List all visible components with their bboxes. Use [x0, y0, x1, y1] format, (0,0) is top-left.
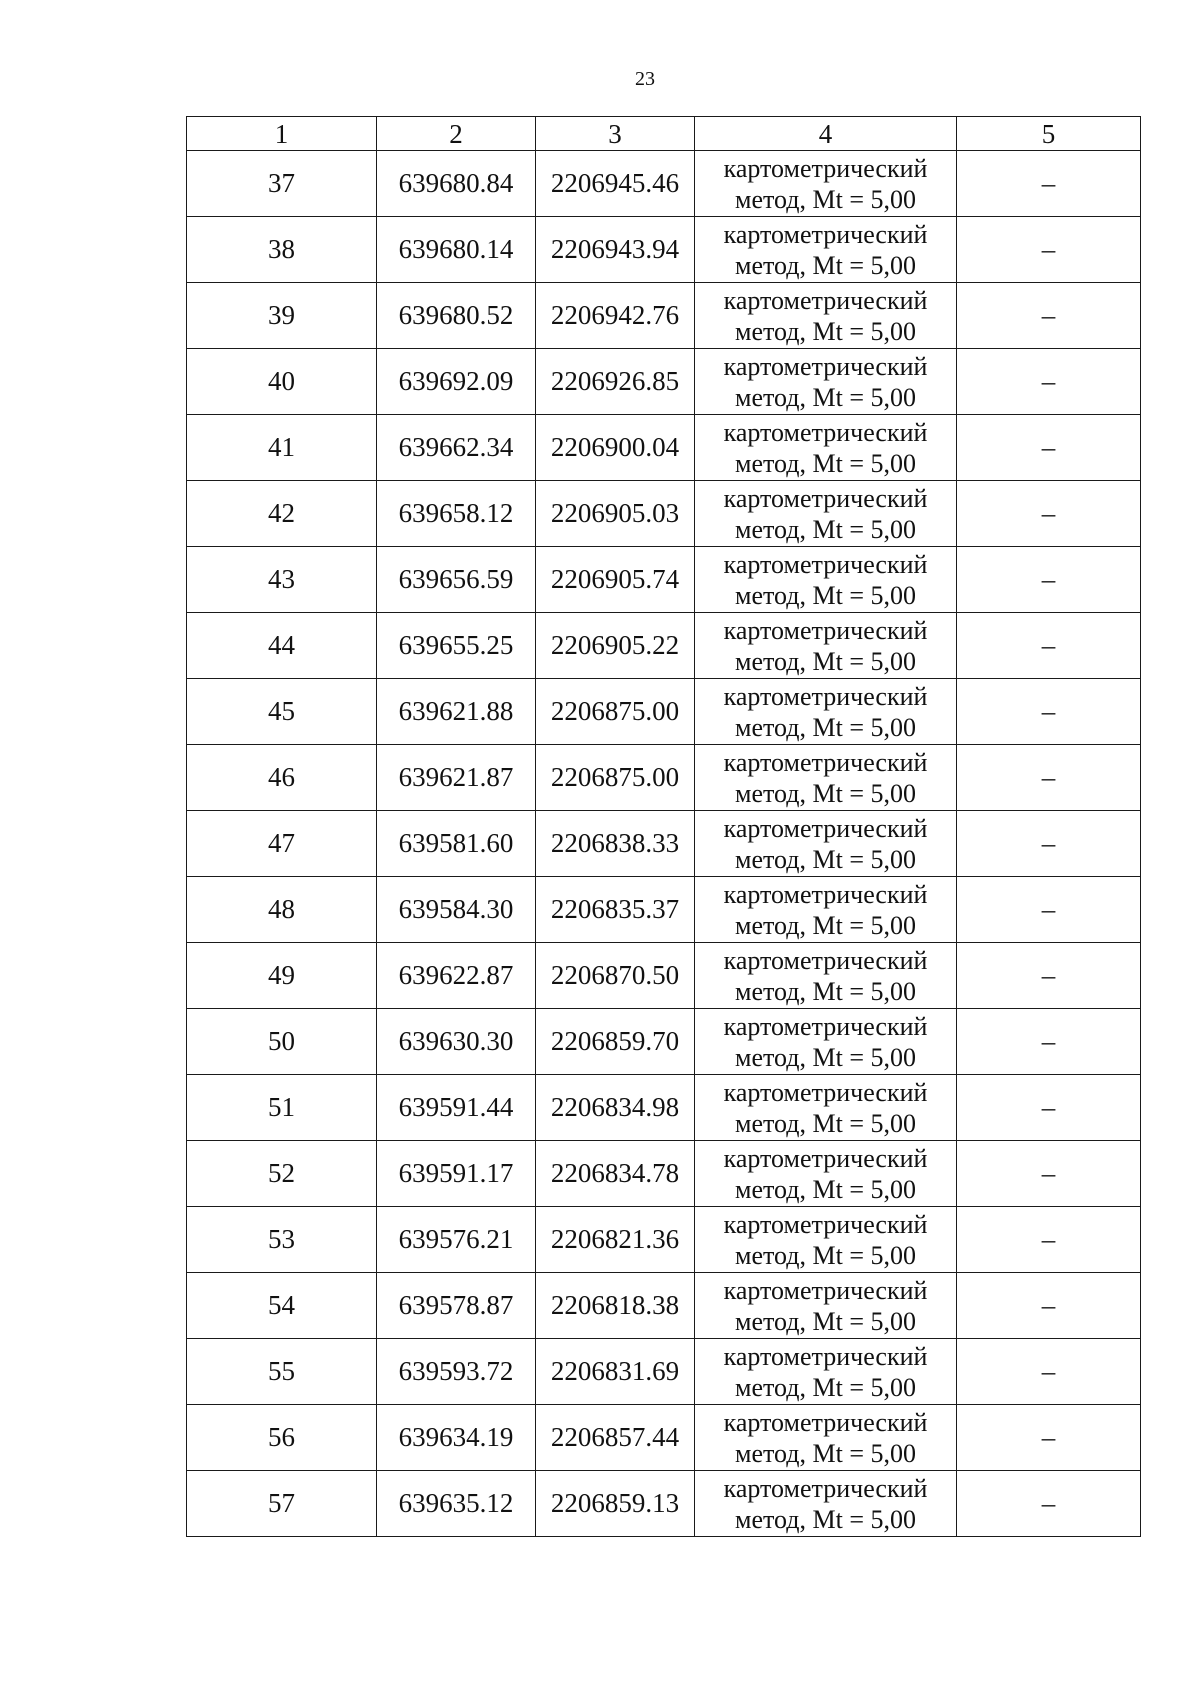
- point-number-cell: 48: [187, 877, 377, 943]
- header-cell-2: 2: [377, 117, 536, 151]
- method-line-1: картометрический: [723, 417, 928, 447]
- table-row: [187, 217, 1141, 283]
- y-coordinate-cell: 2206875.00: [536, 679, 695, 745]
- method-line-2: метод, Mt = 5,00: [735, 1174, 916, 1204]
- x-coordinate-cell: 639578.87: [377, 1273, 536, 1339]
- method-cell: [695, 1471, 957, 1537]
- table-row: [187, 811, 1141, 877]
- method-line-1: картометрический: [723, 1143, 928, 1173]
- method-line-1: картометрический: [723, 1077, 928, 1107]
- method-line-2: метод, Mt = 5,00: [735, 646, 916, 676]
- method-line-1: картометрический: [723, 351, 928, 381]
- x-coordinate-cell: 639680.52: [377, 283, 536, 349]
- note-cell: –: [957, 151, 1141, 217]
- method-cell: [695, 745, 957, 811]
- point-number-cell: 52: [187, 1141, 377, 1207]
- note-cell: –: [957, 1339, 1141, 1405]
- method-line-1: картометрический: [723, 153, 928, 183]
- table-row: [187, 547, 1141, 613]
- method-line-1: картометрический: [723, 879, 928, 909]
- method-line-1: картометрический: [723, 1011, 928, 1041]
- point-number-cell: 51: [187, 1075, 377, 1141]
- table-row: [187, 679, 1141, 745]
- method-cell: [695, 349, 957, 415]
- point-number-cell: 41: [187, 415, 377, 481]
- table-row: [187, 151, 1141, 217]
- y-coordinate-cell: 2206818.38: [536, 1273, 695, 1339]
- y-coordinate-cell: 2206926.85: [536, 349, 695, 415]
- method-line-2: метод, Mt = 5,00: [735, 580, 916, 610]
- y-coordinate-cell: 2206870.50: [536, 943, 695, 1009]
- x-coordinate-cell: 639584.30: [377, 877, 536, 943]
- y-coordinate-cell: 2206834.78: [536, 1141, 695, 1207]
- x-coordinate-cell: 639655.25: [377, 613, 536, 679]
- table-body: [187, 151, 1141, 1537]
- table-row: [187, 1405, 1141, 1471]
- y-coordinate-cell: 2206859.70: [536, 1009, 695, 1075]
- table-row: [187, 1471, 1141, 1537]
- x-coordinate-cell: 639621.87: [377, 745, 536, 811]
- method-cell: [695, 1207, 957, 1273]
- method-line-1: картометрический: [723, 1275, 928, 1305]
- point-number-cell: 42: [187, 481, 377, 547]
- method-line-2: метод, Mt = 5,00: [735, 712, 916, 742]
- x-coordinate-cell: 639656.59: [377, 547, 536, 613]
- y-coordinate-cell: 2206821.36: [536, 1207, 695, 1273]
- method-cell: [695, 415, 957, 481]
- page-number: 23: [635, 68, 655, 90]
- x-coordinate-cell: 639680.84: [377, 151, 536, 217]
- method-line-2: метод, Mt = 5,00: [735, 1372, 916, 1402]
- y-coordinate-cell: 2206859.13: [536, 1471, 695, 1537]
- point-number-cell: 55: [187, 1339, 377, 1405]
- x-coordinate-cell: 639635.12: [377, 1471, 536, 1537]
- point-number-cell: 45: [187, 679, 377, 745]
- point-number-cell: 47: [187, 811, 377, 877]
- method-line-2: метод, Mt = 5,00: [735, 448, 916, 478]
- method-line-1: картометрический: [723, 219, 928, 249]
- table-row: [187, 613, 1141, 679]
- x-coordinate-cell: 639658.12: [377, 481, 536, 547]
- method-line-2: метод, Mt = 5,00: [735, 1438, 916, 1468]
- note-cell: –: [957, 613, 1141, 679]
- method-line-1: картометрический: [723, 747, 928, 777]
- note-cell: –: [957, 679, 1141, 745]
- y-coordinate-cell: 2206838.33: [536, 811, 695, 877]
- y-coordinate-cell: 2206905.03: [536, 481, 695, 547]
- x-coordinate-cell: 639622.87: [377, 943, 536, 1009]
- method-line-1: картометрический: [723, 285, 928, 315]
- table-row: [187, 1141, 1141, 1207]
- method-line-2: метод, Mt = 5,00: [735, 382, 916, 412]
- table-row: [187, 943, 1141, 1009]
- note-cell: –: [957, 415, 1141, 481]
- table-row: [187, 481, 1141, 547]
- point-number-cell: 49: [187, 943, 377, 1009]
- note-cell: –: [957, 1009, 1141, 1075]
- method-line-1: картометрический: [723, 549, 928, 579]
- x-coordinate-cell: 639591.17: [377, 1141, 536, 1207]
- point-number-cell: 56: [187, 1405, 377, 1471]
- note-cell: –: [957, 1207, 1141, 1273]
- method-cell: [695, 151, 957, 217]
- method-line-1: картометрический: [723, 1473, 928, 1503]
- point-number-cell: 46: [187, 745, 377, 811]
- y-coordinate-cell: 2206900.04: [536, 415, 695, 481]
- x-coordinate-cell: 639692.09: [377, 349, 536, 415]
- note-cell: –: [957, 943, 1141, 1009]
- method-line-2: метод, Mt = 5,00: [735, 184, 916, 214]
- method-line-1: картометрический: [723, 945, 928, 975]
- method-line-1: картометрический: [723, 483, 928, 513]
- method-cell: [695, 481, 957, 547]
- x-coordinate-cell: 639634.19: [377, 1405, 536, 1471]
- method-cell: [695, 811, 957, 877]
- note-cell: –: [957, 745, 1141, 811]
- x-coordinate-cell: 639630.30: [377, 1009, 536, 1075]
- method-line-2: метод, Mt = 5,00: [735, 1042, 916, 1072]
- y-coordinate-cell: 2206942.76: [536, 283, 695, 349]
- table-row: [187, 877, 1141, 943]
- y-coordinate-cell: 2206875.00: [536, 745, 695, 811]
- table-row: [187, 1339, 1141, 1405]
- header-cell-1: 1: [187, 117, 377, 151]
- table-row: [187, 1009, 1141, 1075]
- method-cell: [695, 613, 957, 679]
- method-line-2: метод, Mt = 5,00: [735, 1108, 916, 1138]
- method-line-2: метод, Mt = 5,00: [735, 910, 916, 940]
- y-coordinate-cell: 2206905.22: [536, 613, 695, 679]
- method-cell: [695, 679, 957, 745]
- note-cell: –: [957, 349, 1141, 415]
- note-cell: –: [957, 217, 1141, 283]
- y-coordinate-cell: 2206831.69: [536, 1339, 695, 1405]
- point-number-cell: 57: [187, 1471, 377, 1537]
- table-row: [187, 1207, 1141, 1273]
- y-coordinate-cell: 2206905.74: [536, 547, 695, 613]
- note-cell: –: [957, 283, 1141, 349]
- y-coordinate-cell: 2206834.98: [536, 1075, 695, 1141]
- note-cell: –: [957, 1471, 1141, 1537]
- table-row: [187, 1273, 1141, 1339]
- x-coordinate-cell: 639593.72: [377, 1339, 536, 1405]
- method-line-2: метод, Mt = 5,00: [735, 514, 916, 544]
- note-cell: –: [957, 1405, 1141, 1471]
- method-cell: [695, 1273, 957, 1339]
- header-row: [187, 117, 1141, 151]
- note-cell: –: [957, 811, 1141, 877]
- method-line-1: картометрический: [723, 813, 928, 843]
- method-cell: [695, 943, 957, 1009]
- point-number-cell: 40: [187, 349, 377, 415]
- y-coordinate-cell: 2206857.44: [536, 1405, 695, 1471]
- header-cell-4: 4: [695, 117, 957, 151]
- point-number-cell: 53: [187, 1207, 377, 1273]
- x-coordinate-cell: 639680.14: [377, 217, 536, 283]
- y-coordinate-cell: 2206835.37: [536, 877, 695, 943]
- note-cell: –: [957, 1075, 1141, 1141]
- header-cell-3: 3: [536, 117, 695, 151]
- method-line-2: метод, Mt = 5,00: [735, 1306, 916, 1336]
- method-line-1: картометрический: [723, 1407, 928, 1437]
- point-number-cell: 39: [187, 283, 377, 349]
- method-line-1: картометрический: [723, 1341, 928, 1371]
- coordinates-table: [186, 116, 1141, 1537]
- table-row: [187, 283, 1141, 349]
- method-line-2: метод, Mt = 5,00: [735, 976, 916, 1006]
- point-number-cell: 43: [187, 547, 377, 613]
- x-coordinate-cell: 639591.44: [377, 1075, 536, 1141]
- method-line-2: метод, Mt = 5,00: [735, 778, 916, 808]
- method-cell: [695, 1009, 957, 1075]
- method-line-2: метод, Mt = 5,00: [735, 1504, 916, 1534]
- method-line-2: метод, Mt = 5,00: [735, 316, 916, 346]
- note-cell: –: [957, 1141, 1141, 1207]
- table-row: [187, 415, 1141, 481]
- table-row: [187, 349, 1141, 415]
- x-coordinate-cell: 639662.34: [377, 415, 536, 481]
- x-coordinate-cell: 639581.60: [377, 811, 536, 877]
- method-line-1: картометрический: [723, 681, 928, 711]
- table-row: [187, 1075, 1141, 1141]
- method-cell: [695, 877, 957, 943]
- table-row: [187, 745, 1141, 811]
- point-number-cell: 54: [187, 1273, 377, 1339]
- point-number-cell: 50: [187, 1009, 377, 1075]
- header-cell-5: 5: [957, 117, 1141, 151]
- method-cell: [695, 1339, 957, 1405]
- point-number-cell: 38: [187, 217, 377, 283]
- method-cell: [695, 217, 957, 283]
- note-cell: –: [957, 877, 1141, 943]
- method-cell: [695, 1405, 957, 1471]
- point-number-cell: 44: [187, 613, 377, 679]
- method-line-2: метод, Mt = 5,00: [735, 1240, 916, 1270]
- note-cell: –: [957, 1273, 1141, 1339]
- note-cell: –: [957, 547, 1141, 613]
- method-line-2: метод, Mt = 5,00: [735, 844, 916, 874]
- note-cell: –: [957, 481, 1141, 547]
- method-cell: [695, 283, 957, 349]
- method-cell: [695, 1141, 957, 1207]
- y-coordinate-cell: 2206943.94: [536, 217, 695, 283]
- method-line-1: картометрический: [723, 615, 928, 645]
- method-line-1: картометрический: [723, 1209, 928, 1239]
- x-coordinate-cell: 639621.88: [377, 679, 536, 745]
- method-cell: [695, 547, 957, 613]
- method-cell: [695, 1075, 957, 1141]
- y-coordinate-cell: 2206945.46: [536, 151, 695, 217]
- method-line-2: метод, Mt = 5,00: [735, 250, 916, 280]
- point-number-cell: 37: [187, 151, 377, 217]
- x-coordinate-cell: 639576.21: [377, 1207, 536, 1273]
- table-header: [187, 117, 1141, 151]
